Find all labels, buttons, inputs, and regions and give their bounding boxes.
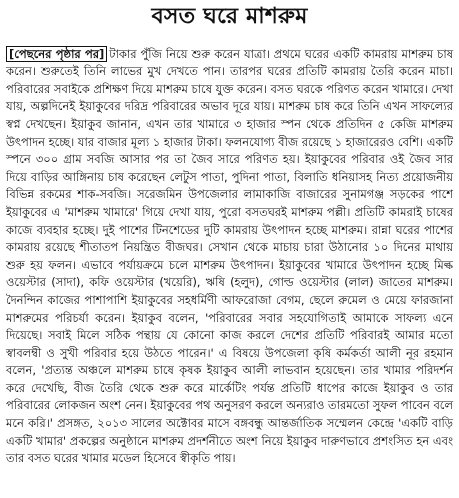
- article-text: টাকার পুঁজি নিয়ে শুরু করেন যাত্রা। প্রথমে ঘরের একটি কামরায় মাশরুম চাষ করেন। শুরুতেই তিনি লাভের মুখ দেখতে পান। তারপর ঘরের প্রতিটি কামরায় তৈরি করেন মাচা। পরিবারের সবাইকে প্রশিক্ষণ দিয়ে মাশরুম চাষে যুক্ত করেন। বসত ঘরকে পরিণত করেন খামারে। দেখা যায়, অল্পদিনেই ইয়াকুবের দরিদ্র পরিবারের অভাব দূরে যায়। মাশরুম চাষ করে তিনি এখন সাফল্যের স্বপ্ন দেখছেন। ইয়াকুব জানান, এখন তার খামারে ৩ হাজার স্পন থেকে প্রতিদিন ৫ কেজি মাশরুম উৎপাদন হচ্ছে। যার বাজার মূল্য ১ হাজার টাকা। ফলনযোগ্য বীজ রয়েছে ১ হাজারেরও বেশি। একটি স্পনে ৩০০ গ্রাম সবজি আসার পর তা জৈব সারে পরিণত হয়। ইয়াকুবের পরিবার ওই জৈব সার দিয়ে বাড়ির আঙ্গিনায় চাষ করেছেন লেটুস পাতা, পুদিনা পাতা, বিলাতি ধনিয়াসহ নিত্য প্রয়োজনীয় বিভিন্ন রকমের শাক-সবজি। সরেজমিন উপজেলার লামাকাজি বাজারের সুনামগঞ্জ সড়কের পাশে ইয়াকুবের এ 'মাশরুম খামারে' গিয়ে দেখা যায়, পুরো বসতঘরই মাশরুম পল্লী। প্রতিটি কামরাই চাষের কাজে ব্যবহার হচ্ছে। দুই পাশের টিনশেডের দুটি কামরায় উৎপাদন হচ্ছে মাশরুম। রান্না ঘরের পাশের কামরায় রয়েছে শীতাতপ নিয়ন্ত্রিত বীজঘর। সেখান থেকে মাচায় চারা উঠানোর ১০ দিনের মাথায় শুরু হয় ফলন। এভাবে পর্যায়ক্রমে চলে মাশরুম উৎপাদন। ইয়াকুবের খামারে উৎপাদন হচ্ছে মিল্ক ওয়েস্টার (সাদা), কফি ওয়েস্টার (খয়েরি), ঋষি (হলুদ), গোল্ড ওয়েস্টার (লাল) জাতের মাশরুম। দৈনন্দিন কাজের পাশাপাশি ইয়াকুবের সহধর্মিণী আফরোজা বেগম, ছেলে রুমেল ও মেয়ে ফারজানা মাশরুমের পরিচর্যা করেন। ইয়াকুব বলেন, 'পরিবারের সবার সহযোগিতাই আমাকে সাফল্য এনে দিয়েছে। সবাই মিলে সঠিক পন্থায় যে কোনো কাজ করলে দেশের প্রতিটি পরিবারই আমার মতো স্বাবলম্বী ও সুখী পরিবার হয়ে উঠতে পারেন।' এ বিষয়ে উপজেলা কৃষি কর্মকর্তা আলী নূর রহমান বলেন, 'প্রত্যন্ত অঞ্চলে মাশরুম চাষে কৃষক ইয়াকুব আলী লাভবান হয়েছেন। তার খামার পরিদর্শন করে দেখেছি, বীজ তৈরি থেকে শুরু করে মার্কেটিং পর্যন্ত প্রতিটি ধাপের কাজে ইয়াকুব ও তার পরিবারের লোকজন অংশ নেন। ইয়াকুবের পথ অনুসরণ করলে অন্যরাও তারমতো সুফল পাবেন বলে মনে করি।' প্রসঙ্গত, ২০১৩ সালের অক্টোবর মাসে বঙ্গবন্ধু আন্তর্জাতিক সম্মেলন কেন্দ্রে 'একটি বাড়ি একটি খামার' প্রকল্পের অনুষ্ঠানে মাশরুম প্রদর্শনীতে অংশ নিয়ে ইয়াকুব দারুণভাবে প্রশংসিত হন এবং তার বসত ঘরের খামার মডেল হিসেবে স্বীকৃতি পায়।: [6, 46, 453, 466]
- article-body: [6, 46, 453, 468]
- article-headline: বসত ঘরে মাশরুম: [151, 4, 308, 29]
- continued-from-back-page-kicker: [পেছনের পৃষ্ঠার পর]: [6, 46, 107, 62]
